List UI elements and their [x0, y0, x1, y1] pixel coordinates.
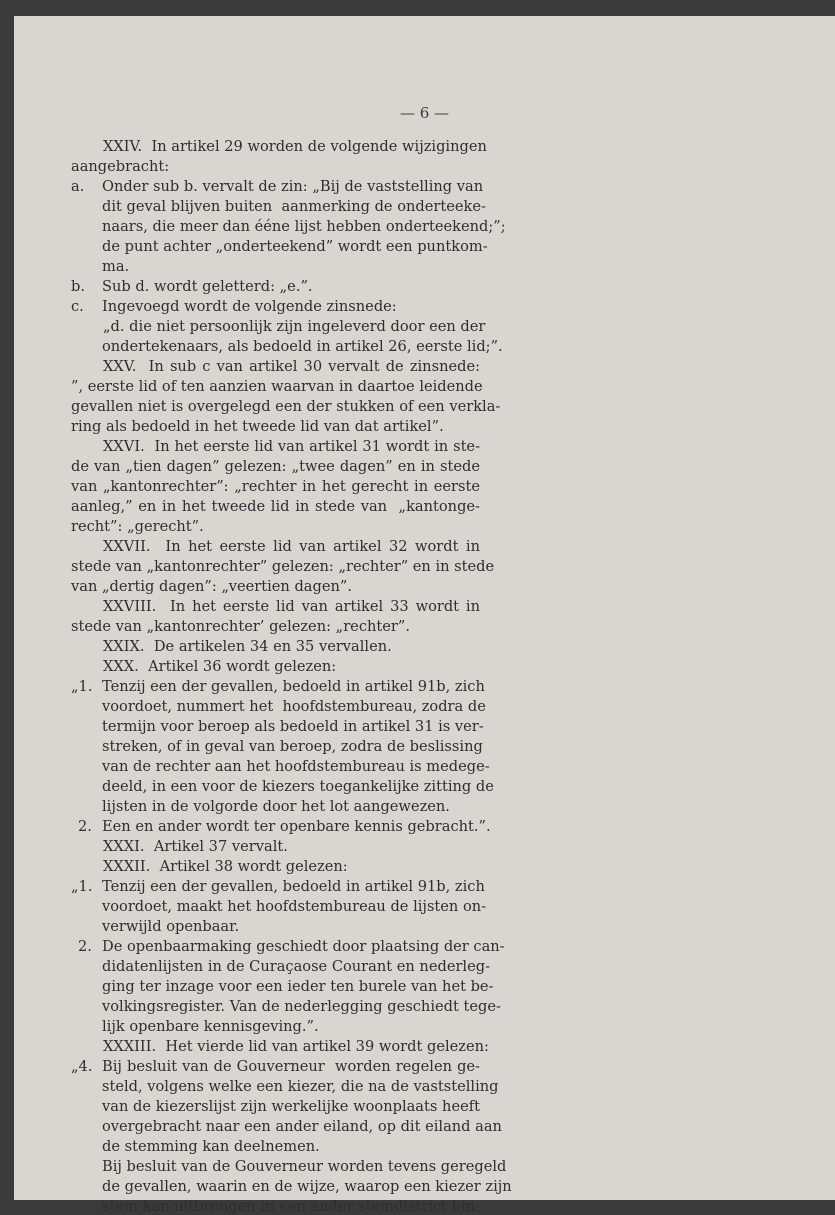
text-line: volkingsregister. Van de nederlegging geschiedt tege-: [102, 998, 501, 1015]
text-line: XXV. In sub c van artikel 30 vervalt de zinsnede:: [103, 358, 480, 375]
list-marker: „1.: [71, 678, 93, 695]
text-line: steld, volgens welke een kiezer, die na de vaststelling: [102, 1078, 499, 1095]
text-line: Tenzij een der gevallen, bedoeld in artikel 91b, zich: [102, 878, 485, 895]
text-line: „d. die niet persoonlijk zijn ingeleverd door een der: [103, 318, 486, 335]
text-line: van „kantonrechter”: „rechter in het gerecht in eerste: [71, 478, 480, 495]
text-line: de punt achter „onderteekend” wordt een puntkom-: [102, 238, 488, 255]
document-page: [14, 16, 835, 1215]
text-line: stede van „kantonrechter” gelezen: „rechter” en in stede: [71, 558, 495, 575]
text-line: stede van „kantonrechter’ gelezen: „rechter”.: [71, 618, 410, 635]
text-line: van de kiezerslijst zijn werkelijke woonplaats heeft: [102, 1098, 480, 1115]
text-line: ring als bedoeld in het tweede lid van dat artikel”.: [71, 418, 444, 435]
text-line: overgebracht naar een ander eiland, op dit eiland aan: [102, 1118, 502, 1135]
text-line: ”, eerste lid of ten aanzien waarvan in daartoe leidende: [71, 378, 483, 395]
text-line: Bij besluit van de Gouverneur worden regelen ge-: [102, 1058, 480, 1075]
text-line: XXX. Artikel 36 wordt gelezen:: [103, 658, 337, 675]
text-line: Sub d. wordt geletterd: „e.”.: [102, 278, 313, 295]
text-line: aangebracht:: [71, 158, 170, 175]
text-line: dit geval blijven buiten aanmerking de onderteeke-: [102, 198, 486, 215]
text-line: XXVII. In het eerste lid van artikel 32 wordt in: [103, 538, 480, 555]
text-line: ma.: [102, 258, 130, 275]
text-line: van de rechter aan het hoofdstembureau is medege-: [102, 758, 490, 775]
text-line: XXVIII. In het eerste lid van artikel 33 wordt in: [103, 598, 480, 615]
text-line: XXVI. In het eerste lid van artikel 31 wordt in ste-: [103, 438, 480, 455]
text-line: XXXI. Artikel 37 vervalt.: [103, 838, 288, 855]
text-line: Ingevoegd wordt de volgende zinsnede:: [102, 298, 397, 315]
list-marker: c.: [71, 298, 84, 315]
text-line: streken, of in geval van beroep, zodra de beslissing: [102, 738, 483, 755]
text-line: gevallen niet is overgelegd een der stukken of een verkla-: [71, 398, 501, 415]
text-line: termijn voor beroep als bedoeld in artikel 31 is ver-: [102, 718, 484, 735]
text-line: XXIV. In artikel 29 worden de volgende wijzigingen: [103, 138, 487, 155]
text-line: naars, die meer dan ééne lijst hebben onderteekend;”;: [102, 218, 506, 235]
text-line: ging ter inzage voor een ieder ten burele van het be-: [102, 978, 494, 995]
text-line: van „dertig dagen”: „veertien dagen”.: [71, 578, 352, 595]
text-line: voordoet, nummert het hoofdstembureau, zodra de: [102, 698, 486, 715]
text-line: aanleg,” en in het tweede lid in stede van „kantonge-: [71, 498, 480, 515]
text-line: voordoet, maakt het hoofdstembureau de lijsten on-: [102, 898, 487, 915]
text-line: Een en ander wordt ter openbare kennis gebracht.”.: [102, 818, 491, 835]
page-number: — 6 —: [399, 104, 450, 122]
list-marker: 2.: [78, 938, 92, 955]
text-line: lijk openbare kennisgeving.”.: [102, 1018, 319, 1035]
text-line: De openbaarmaking geschiedt door plaatsing der can-: [102, 938, 505, 955]
text-line: Tenzij een der gevallen, bedoeld in artikel 91b, zich: [102, 678, 485, 695]
text-line: XXXIII. Het vierde lid van artikel 39 wordt gelezen:: [103, 1038, 489, 1055]
text-line: XXIX. De artikelen 34 en 35 vervallen.: [103, 638, 392, 655]
text-line: de gevallen, waarin en de wijze, waarop een kiezer zijn: [102, 1178, 512, 1195]
text-line: recht”: „gerecht”.: [71, 518, 204, 535]
list-marker: „1.: [71, 878, 93, 895]
list-marker: a.: [71, 178, 85, 195]
text-line: deeld, in een voor de kiezers toegankelijke zitting de: [102, 778, 494, 795]
list-marker: „4.: [71, 1058, 93, 1075]
list-marker: 2.: [78, 818, 92, 835]
list-marker: b.: [71, 278, 85, 295]
text-line: didatenlijsten in de Curaçaose Courant en nederleg-: [102, 958, 491, 975]
text-line: ondertekenaars, als bedoeld in artikel 26, eerste lid;”.: [102, 338, 503, 355]
text-line: de van „tien dagen” gelezen: „twee dagen” en in stede: [71, 458, 480, 475]
text-line: Onder sub b. vervalt de zin: „Bij de vaststelling van: [102, 178, 484, 195]
text-line: Bij besluit van de Gouverneur worden tevens geregeld: [102, 1158, 507, 1175]
text-line: stem kan uitbrengen in een ander stemdistrict bin-: [102, 1198, 480, 1215]
text-line: de stemming kan deelnemen.: [102, 1138, 320, 1155]
text-line: lijsten in de volgorde door het lot aangewezen.: [102, 798, 450, 815]
text-line: XXXII. Artikel 38 wordt gelezen:: [103, 858, 348, 875]
text-line: verwijld openbaar.: [102, 918, 240, 935]
